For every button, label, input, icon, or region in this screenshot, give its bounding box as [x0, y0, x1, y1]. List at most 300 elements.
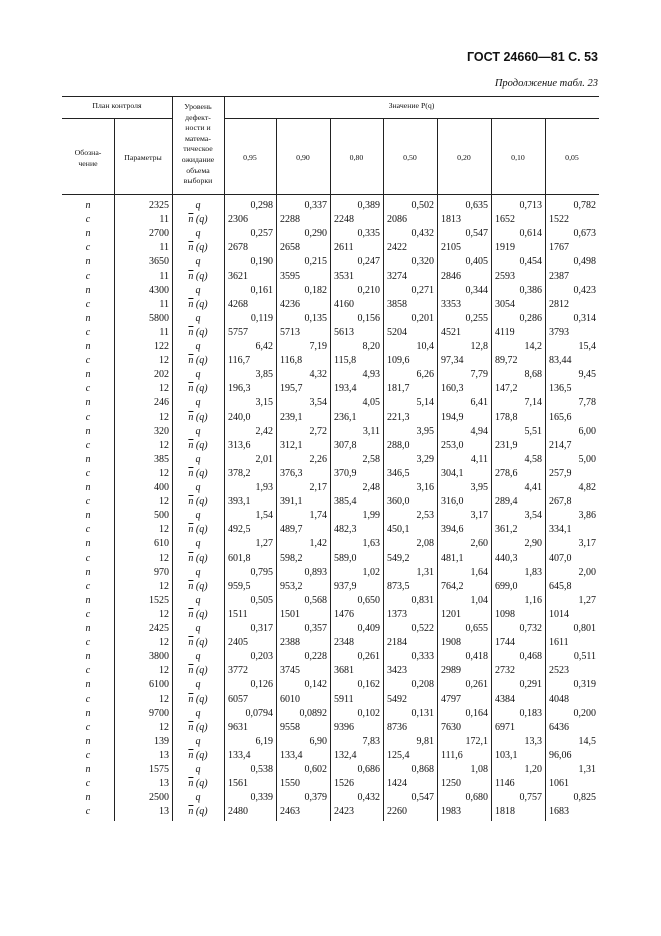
- row-level-symbol: [172, 481, 224, 495]
- row-parameter: 1525: [149, 594, 169, 606]
- value-cell: 2,00: [578, 566, 596, 578]
- value-cell: 873,5: [387, 580, 410, 592]
- value-cell: 4,93: [362, 369, 380, 381]
- value-cell: 1,74: [309, 510, 327, 522]
- value-cell: 1,16: [524, 594, 542, 606]
- value-cell: 0,314: [573, 312, 596, 324]
- symbol-main: q: [195, 764, 201, 775]
- row-designation: c: [85, 270, 91, 282]
- value-cell: 937,9: [334, 580, 357, 592]
- row-designation: n: [85, 792, 91, 804]
- value-cell: 4,41: [524, 482, 542, 493]
- value-cell: 0,825: [573, 792, 596, 804]
- symbol-suffix: (q): [193, 383, 208, 395]
- value-cell: 0,538: [250, 764, 273, 775]
- symbol-suffix: (q): [193, 326, 208, 338]
- row-designation: c: [85, 778, 91, 790]
- row-level-symbol: [172, 678, 224, 692]
- symbol-suffix: (q): [193, 242, 208, 254]
- value-cell: 4,32: [309, 369, 327, 381]
- symbol-main: q: [195, 566, 201, 578]
- symbol-suffix: (q): [193, 580, 208, 592]
- value-cell: 1983: [441, 806, 461, 818]
- value-cell: 9558: [280, 721, 300, 733]
- row-designation: c: [85, 355, 91, 367]
- value-cell: 489,7: [280, 524, 303, 536]
- value-cell: 0,868: [411, 764, 434, 775]
- row-level-symbol: [172, 354, 224, 368]
- value-cell: 1767: [549, 242, 569, 254]
- value-cell: 1061: [549, 778, 569, 790]
- value-cell: 0,0892: [299, 707, 327, 719]
- header-designation: Обозна- чение: [74, 148, 102, 168]
- table-continuation-note: Продолжение табл. 23: [494, 78, 598, 89]
- value-cell: 2,53: [416, 510, 434, 522]
- value-cell: 2812: [549, 298, 569, 310]
- value-cell: 1611: [549, 637, 569, 649]
- symbol-main: q: [195, 397, 201, 409]
- row-level-symbol: [172, 396, 224, 410]
- value-cell: 0,389: [357, 200, 380, 211]
- value-cell: 370,9: [334, 467, 357, 479]
- row-level-symbol: [172, 622, 224, 636]
- row-designation: c: [85, 693, 91, 705]
- row-level-symbol: [172, 608, 224, 622]
- symbol-suffix: (q): [193, 439, 208, 451]
- value-cell: 3,17: [470, 510, 488, 522]
- value-cell: 4,94: [470, 425, 488, 437]
- value-cell: 5757: [228, 326, 248, 338]
- row-designation: c: [85, 637, 91, 649]
- value-cell: 316,0: [441, 496, 464, 508]
- value-cell: 1550: [280, 778, 300, 790]
- value-cell: 193,4: [334, 383, 357, 395]
- value-cell: 1014: [549, 608, 569, 620]
- row-parameter: 400: [154, 482, 169, 493]
- value-cell: 3595: [280, 270, 300, 282]
- row-parameter: 11: [159, 242, 169, 254]
- value-cell: 1501: [280, 608, 300, 620]
- row-level-symbol: [172, 594, 224, 608]
- value-cell: 178,8: [495, 411, 518, 423]
- value-cell: 289,4: [495, 496, 518, 508]
- row-designation: c: [85, 326, 91, 338]
- value-cell: 2422: [387, 242, 407, 254]
- value-cell: 0,732: [519, 623, 542, 634]
- value-cell: 133,4: [228, 749, 251, 761]
- row-designation: c: [85, 214, 91, 226]
- value-cell: 1683: [549, 806, 569, 818]
- value-cell: 5204: [387, 326, 407, 338]
- symbol-main: $\overline{n}$: [188, 552, 194, 564]
- value-cell: 304,1: [441, 467, 464, 479]
- value-cell: 194,9: [441, 411, 464, 423]
- value-cell: 3,11: [362, 425, 380, 437]
- row-parameter: 13: [159, 806, 169, 818]
- value-cell: 1,93: [255, 482, 273, 493]
- value-cell: 0,635: [465, 200, 488, 211]
- value-cell: 7,79: [470, 369, 488, 381]
- row-level-symbol: [172, 805, 224, 819]
- value-cell: 0,357: [304, 623, 327, 634]
- table-rule: [276, 118, 277, 821]
- value-cell: 346,5: [387, 467, 410, 479]
- row-level-symbol: [172, 284, 224, 298]
- row-designation: n: [85, 200, 91, 211]
- symbol-main: $\overline{n}$: [188, 580, 194, 592]
- row-level-symbol: [172, 777, 224, 791]
- value-cell: 8,68: [524, 369, 542, 381]
- table-rule: [224, 96, 225, 821]
- value-cell: 116,8: [280, 355, 303, 367]
- value-cell: 3,15: [255, 397, 273, 409]
- value-cell: 0,183: [519, 707, 542, 719]
- row-designation: c: [85, 298, 91, 310]
- value-cell: 3274: [387, 270, 407, 282]
- row-parameter: 500: [154, 510, 169, 522]
- row-level-symbol: [172, 411, 224, 425]
- symbol-main: q: [195, 312, 201, 324]
- value-cell: 0,339: [250, 792, 273, 804]
- value-cell: 3858: [387, 298, 407, 310]
- value-cell: 598,2: [280, 552, 303, 564]
- row-parameter: 122: [154, 341, 169, 352]
- value-cell: 4119: [495, 326, 515, 338]
- value-cell: 3,54: [524, 510, 542, 522]
- row-parameter: 320: [154, 425, 169, 437]
- value-cell: 2184: [387, 637, 407, 649]
- value-cell: 312,1: [280, 439, 303, 451]
- row-parameter: 2425: [149, 623, 169, 634]
- value-cell: 6,26: [416, 369, 434, 381]
- row-designation: n: [85, 707, 91, 719]
- row-parameter: 12: [159, 355, 169, 367]
- row-level-symbol: [172, 566, 224, 580]
- value-cell: 195,7: [280, 383, 303, 395]
- value-cell: 2,72: [309, 425, 327, 437]
- value-cell: 2989: [441, 665, 461, 677]
- symbol-main: q: [195, 510, 201, 522]
- page-title: ГОСТ 24660—81 С. 53: [467, 50, 598, 64]
- value-cell: 393,1: [228, 496, 251, 508]
- row-level-symbol: [172, 241, 224, 255]
- row-designation: c: [85, 608, 91, 620]
- value-cell: 0,547: [465, 228, 488, 240]
- value-cell: 0,210: [357, 284, 380, 296]
- symbol-main: $\overline{n}$: [188, 214, 194, 226]
- symbol-main: $\overline{n}$: [188, 693, 194, 705]
- symbol-main: $\overline{n}$: [188, 608, 194, 620]
- value-cell: 0,379: [304, 792, 327, 804]
- value-cell: 3,85: [255, 369, 273, 381]
- value-cell: 0,423: [573, 284, 596, 296]
- value-cell: 5713: [280, 326, 300, 338]
- header-p-value: 0,10: [511, 153, 525, 162]
- value-cell: 5,00: [578, 453, 596, 465]
- symbol-main: q: [195, 707, 201, 719]
- value-cell: 0,319: [573, 679, 596, 691]
- row-level-symbol: [172, 693, 224, 707]
- value-cell: 385,4: [334, 496, 357, 508]
- value-cell: 0,200: [573, 707, 596, 719]
- symbol-suffix: (q): [193, 467, 208, 479]
- row-parameter: 12: [159, 637, 169, 649]
- value-cell: 0,344: [465, 284, 488, 296]
- value-cell: 3531: [334, 270, 354, 282]
- value-cell: 0,333: [411, 651, 434, 663]
- value-cell: 0,505: [250, 594, 273, 606]
- value-cell: 103,1: [495, 749, 518, 761]
- row-level-symbol: [172, 453, 224, 467]
- value-cell: 0,131: [411, 707, 434, 719]
- row-parameter: 3800: [149, 651, 169, 663]
- value-cell: 6971: [495, 721, 515, 733]
- value-cell: 378,2: [228, 467, 251, 479]
- value-cell: 307,8: [334, 439, 357, 451]
- row-level-symbol: [172, 255, 224, 269]
- value-cell: 6,19: [255, 735, 273, 747]
- header-p-value: 0,80: [349, 153, 364, 162]
- value-cell: 0,135: [304, 312, 327, 324]
- symbol-suffix: (q): [193, 524, 208, 536]
- symbol-main: $\overline{n}$: [188, 439, 194, 451]
- value-cell: 231,9: [495, 439, 518, 451]
- value-cell: 1,31: [578, 764, 596, 775]
- symbol-main: $\overline{n}$: [188, 778, 194, 790]
- value-cell: 549,2: [387, 552, 410, 564]
- row-level-symbol: [172, 298, 224, 312]
- row-designation: n: [85, 284, 91, 296]
- value-cell: 1522: [549, 214, 569, 226]
- header-values: Значение P(q): [388, 101, 435, 110]
- value-cell: 1,99: [362, 510, 380, 522]
- value-cell: 0,182: [304, 284, 327, 296]
- row-level-symbol: [172, 439, 224, 453]
- row-level-symbol: [172, 664, 224, 678]
- symbol-main: q: [195, 453, 201, 465]
- row-parameter: 12: [159, 524, 169, 536]
- value-cell: 0,801: [573, 623, 596, 634]
- value-cell: 1146: [495, 778, 515, 790]
- table-rule: [62, 96, 599, 97]
- value-cell: 391,1: [280, 496, 303, 508]
- value-cell: 0,335: [357, 228, 380, 240]
- value-cell: 1652: [495, 214, 515, 226]
- symbol-main: q: [195, 256, 201, 268]
- value-cell: 0,119: [250, 312, 273, 324]
- symbol-suffix: (q): [193, 665, 208, 677]
- value-cell: 4,58: [524, 453, 542, 465]
- value-cell: 3,86: [578, 510, 596, 522]
- value-cell: 1373: [387, 608, 407, 620]
- symbol-main: $\overline{n}$: [188, 496, 194, 508]
- value-cell: 109,6: [387, 355, 410, 367]
- value-cell: 6057: [228, 693, 248, 705]
- header-p-value: 0,50: [403, 153, 417, 162]
- row-designation: c: [85, 524, 91, 536]
- value-cell: 1,64: [470, 566, 488, 578]
- value-cell: 0,161: [250, 284, 273, 296]
- value-cell: 1,04: [470, 594, 488, 606]
- symbol-main: q: [195, 369, 201, 381]
- value-cell: 3,95: [470, 482, 488, 493]
- value-cell: 0,547: [411, 792, 434, 804]
- value-cell: 6436: [549, 721, 569, 733]
- value-cell: 3793: [549, 326, 569, 338]
- value-cell: 0,215: [304, 256, 327, 268]
- table-rule: [383, 118, 384, 821]
- value-cell: 267,8: [549, 496, 572, 508]
- symbol-main: $\overline{n}$: [188, 665, 194, 677]
- row-parameter: 1575: [149, 764, 169, 775]
- value-cell: 407,0: [549, 552, 572, 564]
- value-cell: 0,686: [357, 764, 380, 775]
- value-cell: 0,102: [357, 707, 380, 719]
- value-cell: 6,42: [255, 341, 273, 352]
- value-cell: 2593: [495, 270, 515, 282]
- value-cell: 1919: [495, 242, 515, 254]
- row-designation: n: [85, 651, 91, 663]
- value-cell: 361,2: [495, 524, 518, 536]
- symbol-suffix: (q): [193, 721, 208, 733]
- value-cell: 2611: [334, 242, 354, 254]
- value-cell: 4384: [495, 693, 515, 705]
- row-designation: n: [85, 453, 91, 465]
- value-cell: 147,2: [495, 383, 518, 395]
- value-cell: 2306: [228, 214, 248, 226]
- value-cell: 0,405: [465, 256, 488, 268]
- row-designation: c: [85, 665, 91, 677]
- value-cell: 0,502: [411, 200, 434, 211]
- row-parameter: 12: [159, 496, 169, 508]
- value-cell: 0,795: [250, 566, 273, 578]
- value-cell: 4,82: [578, 482, 596, 493]
- value-cell: 0,680: [465, 792, 488, 804]
- value-cell: 0,409: [357, 623, 380, 634]
- row-parameter: 12: [159, 608, 169, 620]
- value-cell: 482,3: [334, 524, 357, 536]
- header-parameters: Параметры: [124, 153, 162, 162]
- value-cell: 4048: [549, 693, 569, 705]
- value-cell: 1,31: [416, 566, 434, 578]
- symbol-main: q: [195, 735, 201, 747]
- row-parameter: 13: [159, 749, 169, 761]
- value-cell: 2,58: [362, 453, 380, 465]
- value-cell: 1,54: [255, 510, 273, 522]
- value-cell: 3054: [495, 298, 515, 310]
- value-cell: 1561: [228, 778, 248, 790]
- row-parameter: 13: [159, 778, 169, 790]
- row-parameter: 6100: [149, 679, 169, 691]
- symbol-main: q: [195, 538, 201, 550]
- row-parameter: 246: [154, 397, 169, 409]
- value-cell: 0,432: [357, 792, 380, 804]
- row-level-symbol: [172, 763, 224, 777]
- row-designation: c: [85, 383, 91, 395]
- value-cell: 115,8: [334, 355, 357, 367]
- row-designation: n: [85, 764, 91, 775]
- value-cell: 83,44: [549, 355, 572, 367]
- value-cell: 9,45: [578, 369, 596, 381]
- value-cell: 14,5: [578, 735, 596, 747]
- value-cell: 1,27: [578, 594, 596, 606]
- row-designation: n: [85, 566, 91, 578]
- value-cell: 481,1: [441, 552, 464, 564]
- value-cell: 0,673: [573, 228, 596, 240]
- value-cell: 0,713: [519, 200, 542, 211]
- value-cell: 4236: [280, 298, 300, 310]
- value-cell: 7,14: [524, 397, 542, 409]
- row-level-symbol: [172, 509, 224, 523]
- row-designation: n: [85, 228, 91, 240]
- symbol-main: $\overline{n}$: [188, 637, 194, 649]
- row-parameter: 12: [159, 693, 169, 705]
- value-cell: 1,02: [362, 566, 380, 578]
- value-cell: 0,228: [304, 651, 327, 663]
- row-designation: n: [85, 369, 91, 381]
- row-designation: c: [85, 242, 91, 254]
- row-level-symbol: [172, 707, 224, 721]
- table-rule: [330, 118, 331, 821]
- value-cell: 6010: [280, 693, 300, 705]
- value-cell: 160,3: [441, 383, 464, 395]
- value-cell: 0,511: [573, 651, 596, 663]
- row-designation: n: [85, 341, 91, 352]
- header-p-value: 0,95: [243, 153, 257, 162]
- value-cell: 288,0: [387, 439, 410, 451]
- row-designation: c: [85, 552, 91, 564]
- symbol-main: q: [195, 482, 201, 493]
- row-parameter: 11: [159, 270, 169, 282]
- value-cell: 236,1: [334, 411, 357, 423]
- row-parameter: 11: [159, 326, 169, 338]
- row-parameter: 5800: [149, 312, 169, 324]
- value-cell: 0,602: [304, 764, 327, 775]
- value-cell: 253,0: [441, 439, 464, 451]
- value-cell: 0,286: [519, 312, 542, 324]
- value-cell: 1,83: [524, 566, 542, 578]
- header-p-value: 0,90: [296, 153, 310, 162]
- value-cell: 132,4: [334, 749, 357, 761]
- row-level-symbol: [172, 270, 224, 284]
- value-cell: 0,757: [519, 792, 542, 804]
- value-cell: 0,208: [411, 679, 434, 691]
- row-parameter: 2500: [149, 792, 169, 804]
- row-level-symbol: [172, 721, 224, 735]
- value-cell: 4797: [441, 693, 461, 705]
- row-level-symbol: [172, 213, 224, 227]
- value-cell: 0,650: [357, 594, 380, 606]
- value-cell: 1744: [495, 637, 515, 649]
- value-cell: 0,257: [250, 228, 273, 240]
- value-cell: 953,2: [280, 580, 303, 592]
- value-cell: 0,162: [357, 679, 380, 691]
- value-cell: 3621: [228, 270, 248, 282]
- value-cell: 3423: [387, 665, 407, 677]
- value-cell: 0,201: [411, 312, 434, 324]
- symbol-main: $\overline{n}$: [188, 524, 194, 536]
- symbol-suffix: (q): [193, 355, 208, 367]
- symbol-main: q: [195, 284, 201, 296]
- row-designation: c: [85, 439, 91, 451]
- row-parameter: 2325: [149, 200, 169, 211]
- value-cell: 0,568: [304, 594, 327, 606]
- symbol-main: $\overline{n}$: [188, 298, 194, 310]
- value-cell: 3,95: [416, 425, 434, 437]
- value-cell: 376,3: [280, 467, 303, 479]
- row-parameter: 12: [159, 552, 169, 564]
- value-cell: 9396: [334, 721, 354, 733]
